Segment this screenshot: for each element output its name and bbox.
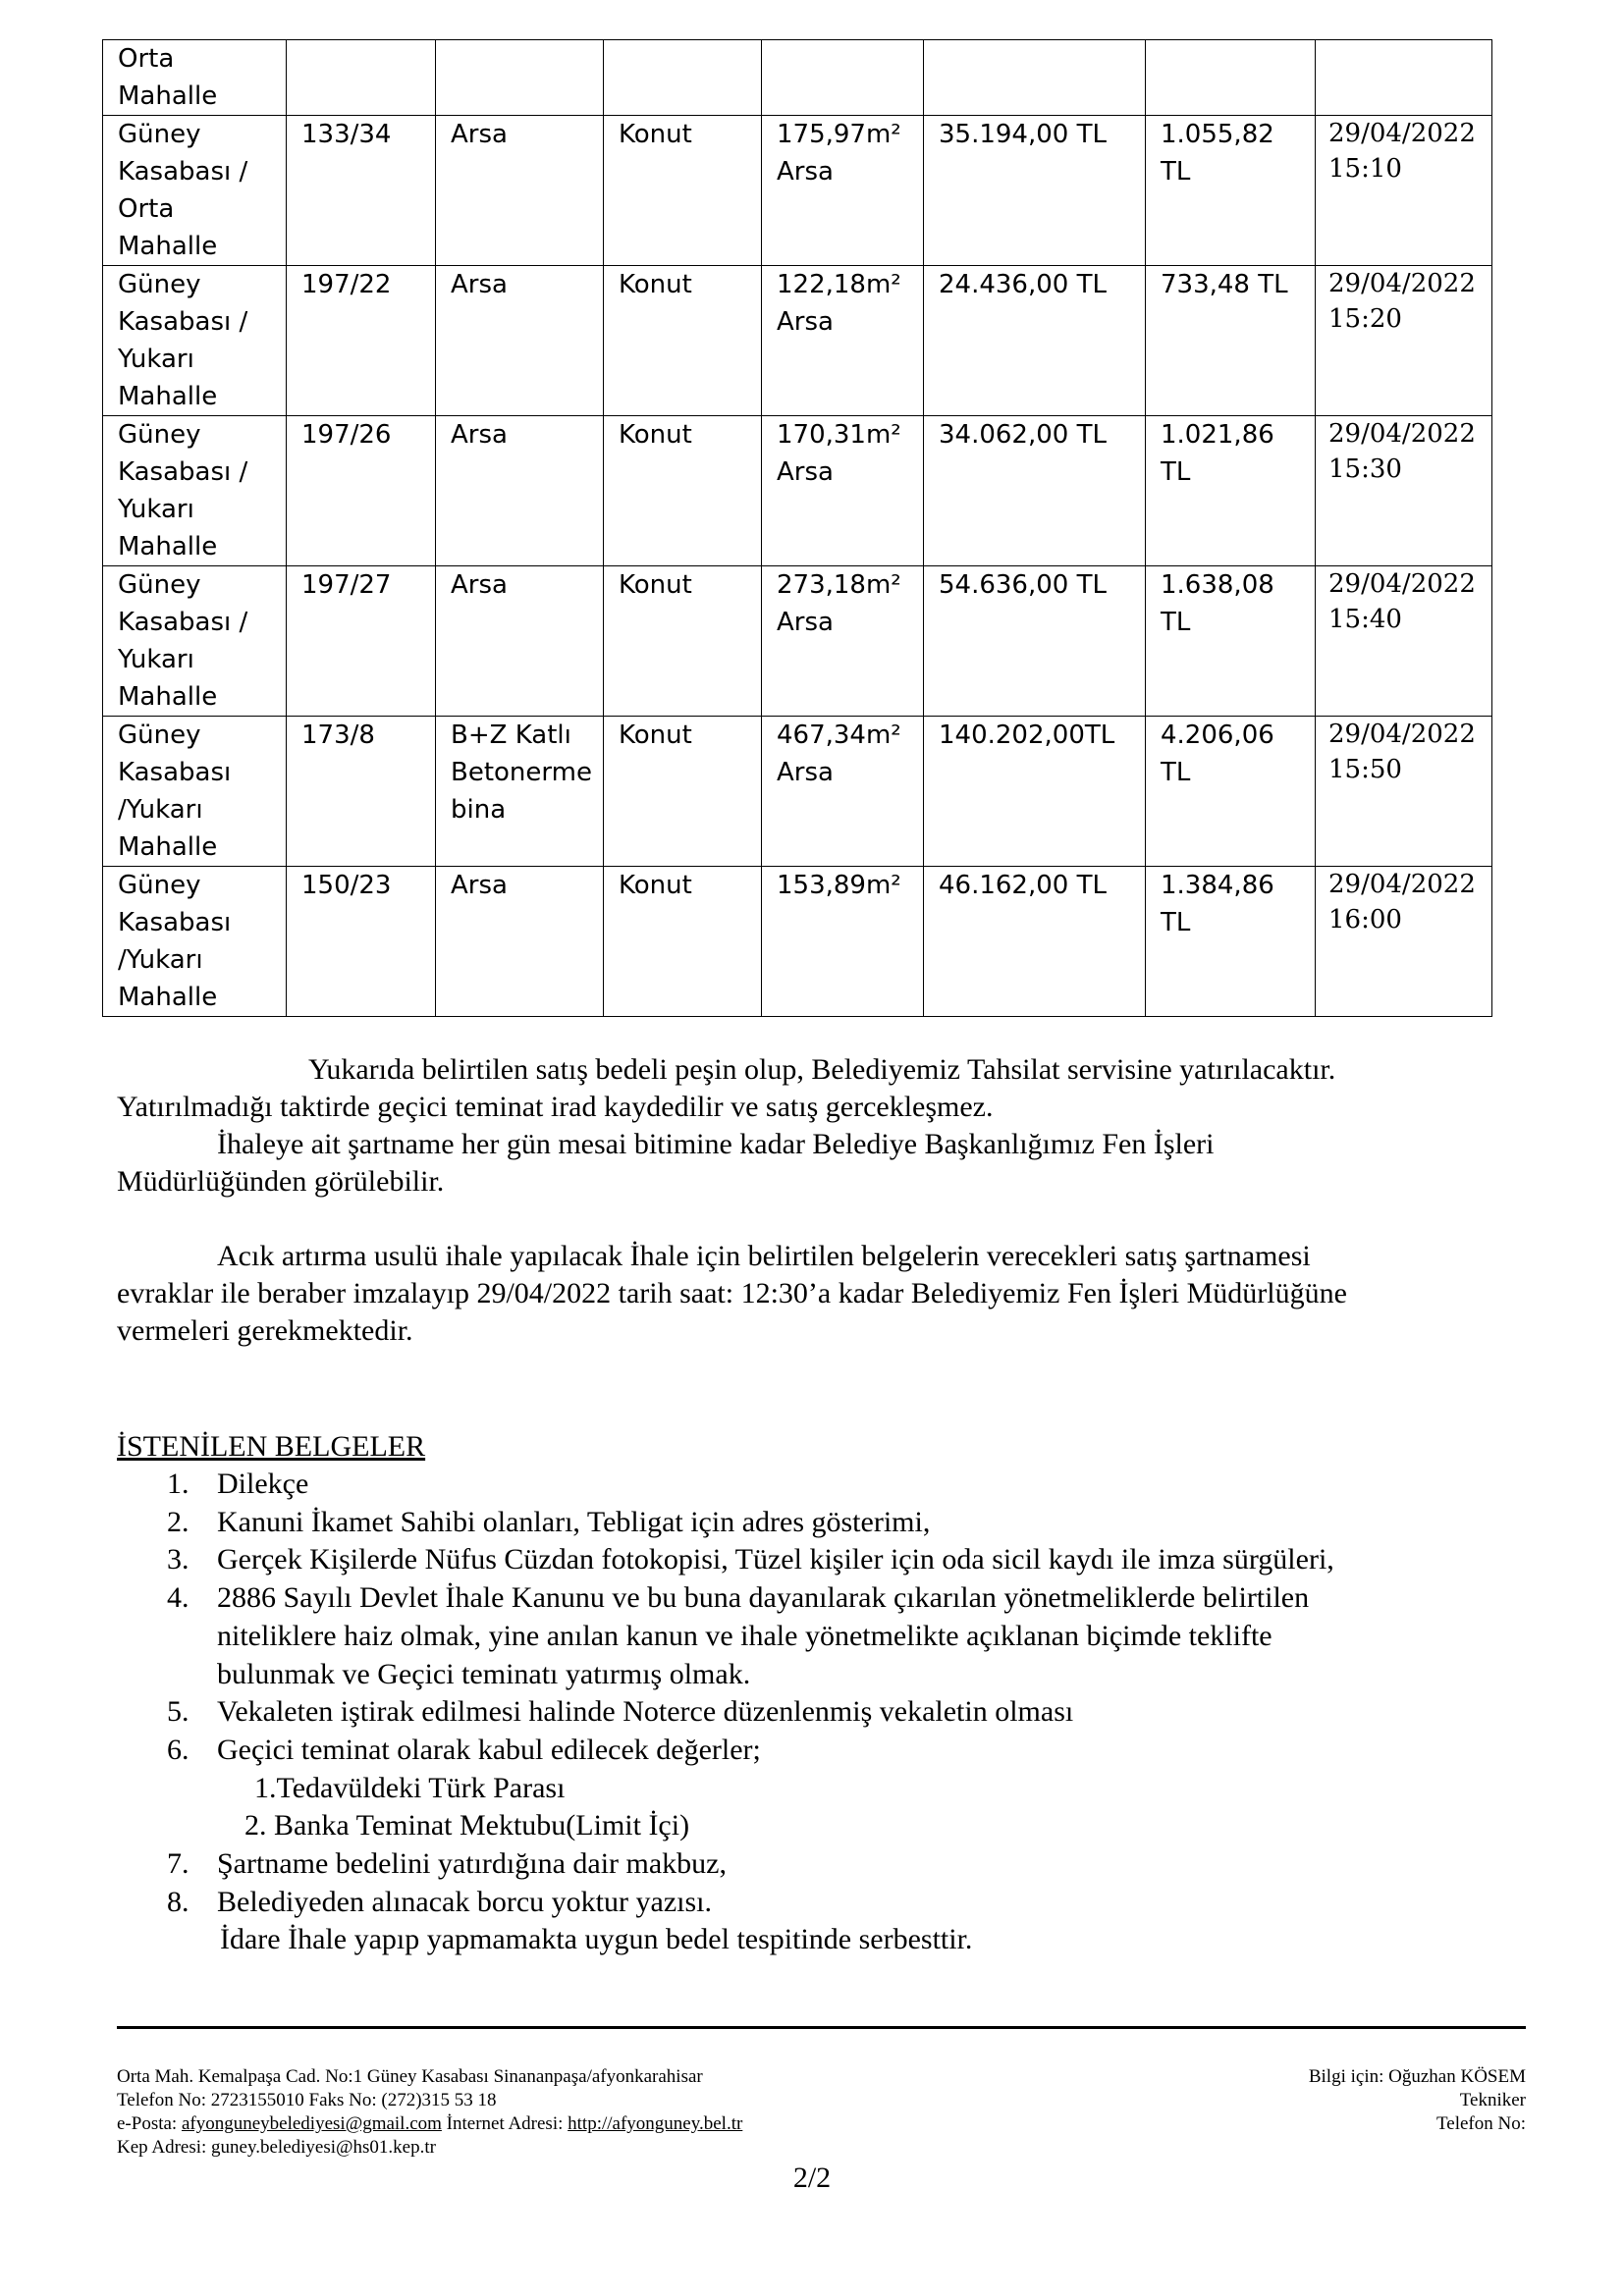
cell-line: 4.206,06: [1161, 721, 1274, 750]
paragraph-line: Yukarıda belirtilen satış bedeli peşin olup, Belediyemiz Tahsilat servisine yatırılacaktır.: [308, 1053, 1336, 1086]
paragraph-line: Yatırılmadığı taktirde geçici teminat irad kaydedilir ve satış gercekleşmez.: [117, 1091, 994, 1123]
cell-type: [436, 416, 604, 566]
cell-deposit: [1146, 867, 1316, 1017]
requirement-text: Vekaleten iştirak edilmesi halinde Noterce düzenlenmiş vekaletin olması: [217, 1695, 1074, 1729]
cell-text: 24.436,00 TL: [939, 270, 1107, 299]
cell-parcel: [287, 266, 436, 416]
requirement-item: [117, 1845, 1511, 1884]
body-text: [117, 1051, 1491, 1350]
cell-date: [1316, 566, 1492, 717]
requirement-subitem: 2. Banka Teminat Mektubu(Limit İçi): [244, 1809, 690, 1842]
cell-line: Arsa: [451, 570, 508, 600]
cell-deposit: [1146, 416, 1316, 566]
cell-line: 15:20: [1328, 304, 1402, 334]
cell-type: [436, 566, 604, 717]
cell-price: [924, 416, 1146, 566]
cell-line: Kasabası /: [118, 307, 248, 337]
cell-line: 170,31m²: [777, 420, 901, 450]
cell-text: Konut: [619, 420, 692, 450]
cell-line: 15:30: [1328, 454, 1402, 484]
cell-line: Yukarı: [118, 495, 194, 524]
closing-statement: İdare İhale yapıp yapmamakta uygun bedel tespitinde serbesttir.: [220, 1923, 973, 1956]
cell-line: 1.638,08: [1161, 570, 1274, 600]
cell-line: 175,97m²: [777, 120, 901, 149]
cell-deposit: [1146, 40, 1316, 116]
requirement-number: 4.: [167, 1581, 189, 1615]
cell-line: Arsa: [777, 157, 834, 187]
requirements-title: İSTENİLEN BELGELER: [117, 1430, 426, 1463]
cell-line: 1.021,86: [1161, 420, 1274, 450]
cell-date: [1316, 116, 1492, 266]
requirement-number: 2.: [167, 1505, 189, 1538]
table-row: [103, 566, 1492, 717]
cell-line: 733,48 TL: [1161, 270, 1288, 299]
cell-line: 29/04/2022: [1328, 419, 1476, 449]
cell-parcel: [287, 566, 436, 717]
cell-line: 15:10: [1328, 154, 1402, 184]
cell-location: [103, 867, 287, 1017]
cell-zoning: [604, 717, 762, 867]
cell-line: Arsa: [777, 608, 834, 637]
cell-price: [924, 566, 1146, 717]
cell-location: [103, 416, 287, 566]
cell-line: Orta: [118, 44, 175, 74]
cell-line: TL: [1161, 457, 1191, 487]
requirement-text: Şartname bedelini yatırdığına dair makbuz,: [217, 1847, 727, 1881]
cell-price: [924, 717, 1146, 867]
cell-zoning: [604, 40, 762, 116]
requirement-text: bulunmak ve Geçici teminatı yatırmış olmak.: [217, 1657, 751, 1690]
cell-type: [436, 40, 604, 116]
cell-text: Konut: [619, 871, 692, 900]
cell-location: [103, 116, 287, 266]
cell-line: Arsa: [777, 457, 834, 487]
email-label: e-Posta:: [117, 2113, 182, 2134]
email-link[interactable]: afyonguneybelediyesi@gmail.com: [181, 2113, 442, 2134]
footer-info-contact: Bilgi için: Oğuzhan KÖSEM: [1308, 2066, 1526, 2087]
web-link[interactable]: http://afyonguney.bel.tr: [568, 2113, 743, 2134]
footer-kep: Kep Adresi: guney.belediyesi@hs01.kep.tr: [117, 2137, 436, 2158]
footer-email-web: [117, 2112, 742, 2136]
cell-price: [924, 266, 1146, 416]
cell-line: Mahalle: [118, 983, 218, 1012]
cell-area: [762, 266, 924, 416]
cell-line: 16:00: [1328, 905, 1402, 934]
cell-deposit: [1146, 266, 1316, 416]
cell-line: Güney: [118, 570, 201, 600]
table-row: [103, 717, 1492, 867]
cell-location: [103, 266, 287, 416]
cell-line: Orta: [118, 194, 175, 224]
cell-text: 34.062,00 TL: [939, 420, 1107, 450]
cell-line: Kasabası /: [118, 157, 248, 187]
cell-line: 467,34m²: [777, 721, 901, 750]
cell-text: Konut: [619, 570, 692, 600]
cell-zoning: [604, 566, 762, 717]
requirement-text: Gerçek Kişilerde Nüfus Cüzdan fotokopisi, Tüzel kişiler için oda sicil kaydı ile imza sürgüleri,: [217, 1543, 1334, 1576]
cell-line: 1.055,82: [1161, 120, 1274, 149]
paragraph-line: evraklar ile beraber imzalayıp 29/04/2022 tarih saat: 12:30’a kadar Belediyemiz Fen İşleri Müdürlüğüne: [117, 1277, 1347, 1309]
cell-line: Mahalle: [118, 382, 218, 411]
cell-parcel: [287, 717, 436, 867]
cell-location: [103, 717, 287, 867]
cell-type: [436, 717, 604, 867]
cell-deposit: [1146, 566, 1316, 717]
cell-location: [103, 40, 287, 116]
web-label: İnternet Adresi:: [441, 2113, 568, 2134]
requirement-item: [117, 1541, 1511, 1579]
cell-line: Güney: [118, 420, 201, 450]
requirement-number: 1.: [167, 1468, 189, 1500]
cell-area: [762, 717, 924, 867]
cell-line: Güney: [118, 120, 201, 149]
cell-line: 122,18m²: [777, 270, 901, 299]
requirement-number: 7.: [167, 1847, 189, 1881]
cell-parcel: [287, 40, 436, 116]
cell-parcel: [287, 416, 436, 566]
cell-line: /Yukarı: [118, 795, 203, 825]
cell-line: Yukarı: [118, 345, 194, 374]
cell-line: Güney: [118, 871, 201, 900]
cell-text: 46.162,00 TL: [939, 871, 1107, 900]
cell-line: Arsa: [777, 307, 834, 337]
cell-date: [1316, 40, 1492, 116]
cell-line: Mahalle: [118, 832, 218, 862]
table-row: [103, 416, 1492, 566]
cell-zoning: [604, 266, 762, 416]
cell-line: Mahalle: [118, 682, 218, 712]
cell-line: Arsa: [451, 270, 508, 299]
cell-line: Betonerme: [451, 758, 592, 787]
requirement-item: [117, 1884, 1511, 1922]
cell-text: 140.202,00TL: [939, 721, 1115, 750]
cell-line: 273,18m²: [777, 570, 901, 600]
cell-line: Arsa: [451, 420, 508, 450]
cell-date: [1316, 416, 1492, 566]
cell-line: 153,89m²: [777, 871, 901, 900]
cell-area: [762, 116, 924, 266]
cell-text: 197/27: [301, 570, 392, 600]
cell-text: 133/34: [301, 120, 392, 149]
cell-line: Arsa: [777, 758, 834, 787]
cell-zoning: [604, 116, 762, 266]
paragraph-line: Müdürlüğünden görülebilir.: [117, 1165, 445, 1198]
cell-parcel: [287, 867, 436, 1017]
cell-line: Güney: [118, 721, 201, 750]
requirement-number: 8.: [167, 1885, 189, 1918]
cell-line: 29/04/2022: [1328, 119, 1476, 148]
table-row: [103, 116, 1492, 266]
cell-text: 54.636,00 TL: [939, 570, 1107, 600]
requirements-list: [117, 1466, 1511, 1959]
requirement-text: Belediyeden alınacak borcu yoktur yazısı.: [217, 1885, 712, 1918]
requirement-item: [117, 1504, 1511, 1542]
footer-contact: [117, 2065, 742, 2160]
cell-price: [924, 867, 1146, 1017]
cell-text: Konut: [619, 270, 692, 299]
cell-line: TL: [1161, 758, 1191, 787]
cell-zoning: [604, 416, 762, 566]
cell-line: TL: [1161, 908, 1191, 937]
cell-text: 150/23: [301, 871, 392, 900]
cell-line: Yukarı: [118, 645, 194, 674]
cell-type: [436, 867, 604, 1017]
table-row: [103, 40, 1492, 116]
cell-date: [1316, 266, 1492, 416]
requirement-text: Geçici teminat olarak kabul edilecek değerler;: [217, 1733, 761, 1766]
cell-price: [924, 40, 1146, 116]
requirement-item: [117, 1466, 1511, 1504]
parcel-table-body: [103, 40, 1492, 1017]
cell-text: 173/8: [301, 721, 375, 750]
cell-area: [762, 867, 924, 1017]
requirement-text: Kanuni İkamet Sahibi olanları, Tebligat için adres gösterimi,: [217, 1505, 931, 1538]
cell-parcel: [287, 116, 436, 266]
cell-line: Mahalle: [118, 532, 218, 561]
cell-line: Arsa: [451, 871, 508, 900]
cell-line: Kasabası: [118, 758, 232, 787]
requirement-subitem: 1.Tedavüldeki Türk Parası: [254, 1771, 566, 1804]
cell-text: Konut: [619, 721, 692, 750]
cell-line: Kasabası: [118, 908, 232, 937]
requirement-number: 3.: [167, 1543, 189, 1576]
cell-line: bina: [451, 795, 507, 825]
cell-text: 35.194,00 TL: [939, 120, 1107, 149]
cell-line: /Yukarı: [118, 945, 203, 975]
page-number: 2/2: [792, 2162, 832, 2194]
cell-line: 29/04/2022: [1328, 870, 1476, 899]
cell-text: 197/22: [301, 270, 392, 299]
cell-line: Mahalle: [118, 232, 218, 261]
paragraph-line: İhaleye ait şartname her gün mesai bitimine kadar Belediye Başkanlığımız Fen İşleri: [217, 1128, 1215, 1160]
requirement-text: Dilekçe: [217, 1468, 309, 1500]
footer-role: Tekniker: [1459, 2090, 1526, 2110]
cell-line: 29/04/2022: [1328, 269, 1476, 298]
parcel-table: [102, 39, 1492, 1017]
cell-line: TL: [1161, 608, 1191, 637]
requirement-item: [117, 1693, 1511, 1732]
requirement-text: niteliklere haiz olmak, yine anılan kanun ve ihale yönetmelikte açıklanan biçimde teklifte: [217, 1619, 1272, 1652]
cell-text: Konut: [619, 120, 692, 149]
requirement-number: 6.: [167, 1733, 189, 1766]
cell-deposit: [1146, 116, 1316, 266]
footer-phone: Telefon No: 2723155010 Faks No: (272)315 53 18: [117, 2090, 497, 2110]
cell-area: [762, 40, 924, 116]
paragraph-line: Acık artırma usulü ihale yapılacak İhale için belirtilen belgelerin verecekleri satış şartnamesi: [217, 1240, 1311, 1272]
cell-line: 15:50: [1328, 755, 1402, 784]
cell-location: [103, 566, 287, 717]
cell-deposit: [1146, 717, 1316, 867]
cell-line: TL: [1161, 157, 1191, 187]
cell-price: [924, 116, 1146, 266]
cell-line: Mahalle: [118, 81, 218, 111]
cell-line: Kasabası /: [118, 457, 248, 487]
cell-date: [1316, 717, 1492, 867]
cell-area: [762, 416, 924, 566]
cell-line: B+Z Katlı: [451, 721, 571, 750]
cell-zoning: [604, 867, 762, 1017]
cell-line: Kasabası /: [118, 608, 248, 637]
footer-phone-label: Telefon No:: [1435, 2113, 1526, 2134]
cell-line: Arsa: [451, 120, 508, 149]
table-row: [103, 266, 1492, 416]
cell-line: 1.384,86: [1161, 871, 1274, 900]
cell-line: Güney: [118, 270, 201, 299]
cell-line: 15:40: [1328, 605, 1402, 634]
requirement-number: 5.: [167, 1695, 189, 1729]
cell-area: [762, 566, 924, 717]
table-row: [103, 867, 1492, 1017]
footer-info: [1309, 2065, 1526, 2136]
requirement-item: [117, 1579, 1511, 1693]
paragraph-line: vermeleri gerekmektedir.: [117, 1314, 413, 1347]
cell-type: [436, 116, 604, 266]
cell-type: [436, 266, 604, 416]
footer-divider: [117, 2026, 1526, 2029]
requirement-item: [117, 1732, 1511, 1770]
cell-text: 197/26: [301, 420, 392, 450]
footer-address: Orta Mah. Kemalpaşa Cad. No:1 Güney Kasabası Sinananpaşa/afyonkarahisar: [117, 2066, 703, 2087]
requirement-text: 2886 Sayılı Devlet İhale Kanunu ve bu buna dayanılarak çıkarılan yönetmeliklerde belirtilen: [217, 1581, 1310, 1615]
cell-line: 29/04/2022: [1328, 720, 1476, 749]
cell-date: [1316, 867, 1492, 1017]
cell-line: 29/04/2022: [1328, 569, 1476, 599]
